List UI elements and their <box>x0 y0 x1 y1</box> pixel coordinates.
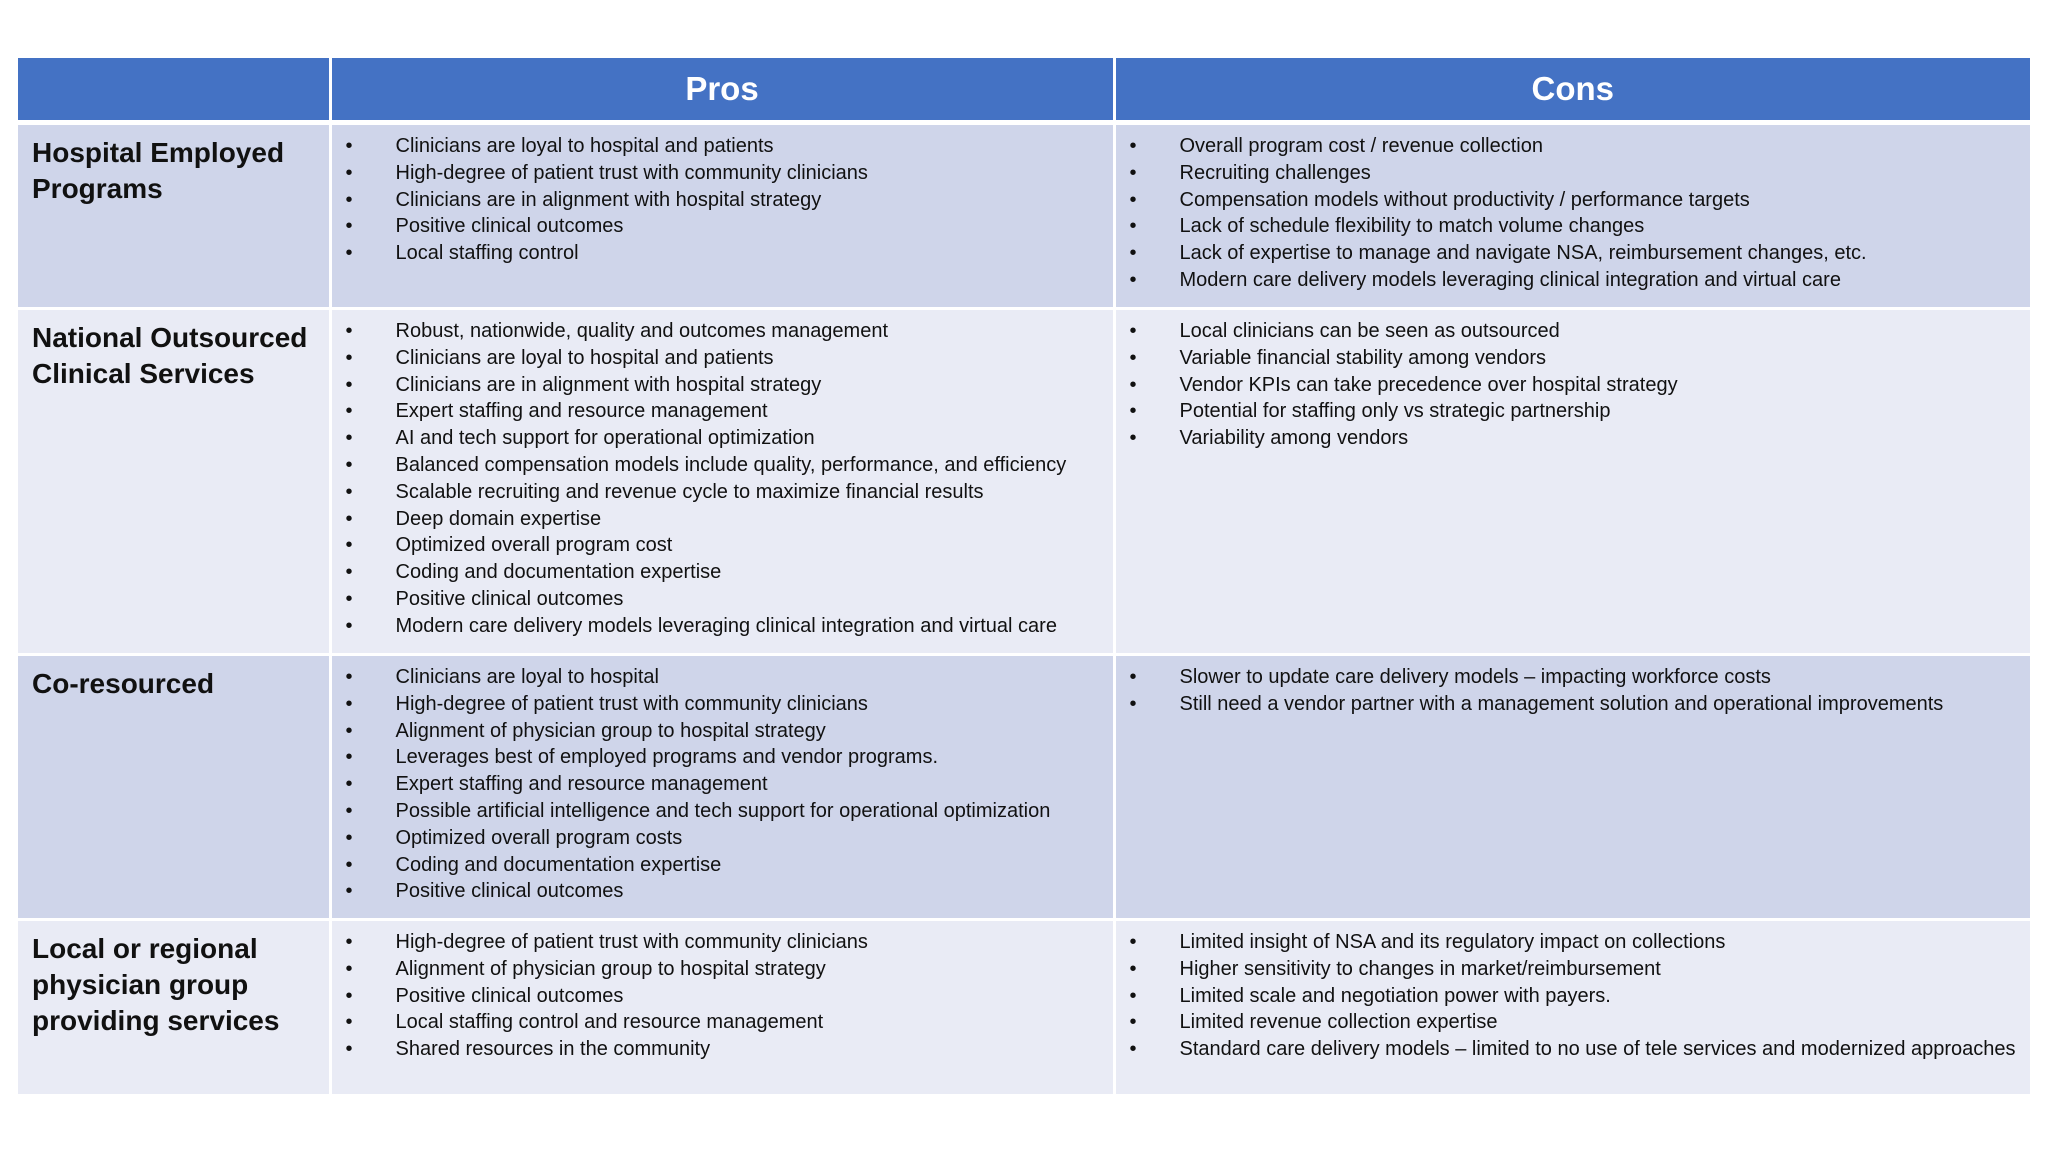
pros-item: • Local staffing control <box>346 240 1103 267</box>
pros-cell <box>330 123 1114 309</box>
cons-list <box>1116 125 2031 302</box>
pros-item: • High-degree of patient trust with community clinicians <box>346 160 1103 187</box>
pros-item: • Leverages best of employed programs and vendor programs. <box>346 744 1103 771</box>
row-label-cell <box>18 309 330 655</box>
pros-item: • High-degree of patient trust with community clinicians <box>346 691 1103 718</box>
table-body <box>18 123 2030 1096</box>
pros-item: • Clinicians are loyal to hospital and patients <box>346 345 1103 372</box>
cons-cell <box>1114 920 2030 1096</box>
pros-item: • Alignment of physician group to hospital strategy <box>346 956 1103 983</box>
table-row <box>18 123 2030 309</box>
cons-item: • Modern care delivery models leveraging clinical integration and virtual care <box>1130 267 2021 294</box>
pros-cell <box>330 920 1114 1096</box>
pros-item: • AI and tech support for operational optimization <box>346 425 1103 452</box>
pros-item: • Modern care delivery models leveraging clinical integration and virtual care <box>346 613 1103 640</box>
pros-cons-table <box>18 58 2030 1097</box>
cons-list <box>1116 310 2031 460</box>
pros-item: • Clinicians are loyal to hospital and patients <box>346 133 1103 160</box>
pros-item: • Robust, nationwide, quality and outcomes management <box>346 318 1103 345</box>
cons-item: • Higher sensitivity to changes in market/reimbursement <box>1130 956 2021 983</box>
pros-item: • Deep domain expertise <box>346 506 1103 533</box>
row-label-cell <box>18 123 330 309</box>
row-label: Hospital Employed Programs <box>32 137 285 204</box>
pros-item: • Coding and documentation expertise <box>346 852 1103 879</box>
pros-item: • Expert staffing and resource management <box>346 398 1103 425</box>
header-corner-cell <box>18 58 330 123</box>
pros-item: • Positive clinical outcomes <box>346 983 1103 1010</box>
pros-item: • Scalable recruiting and revenue cycle to maximize financial results <box>346 479 1103 506</box>
cons-item: • Still need a vendor partner with a management solution and operational improvements <box>1130 691 2021 718</box>
table-row <box>18 920 2030 1096</box>
cons-item: • Limited scale and negotiation power with payers. <box>1130 983 2021 1010</box>
cons-item: • Variability among vendors <box>1130 425 2021 452</box>
header-cons: Cons <box>1114 58 2030 123</box>
cons-item: • Potential for staffing only vs strategic partnership <box>1130 398 2021 425</box>
cons-item: • Recruiting challenges <box>1130 160 2021 187</box>
table-row <box>18 309 2030 655</box>
cons-cell <box>1114 123 2030 309</box>
row-label-cell <box>18 655 330 920</box>
pros-item: • Local staffing control and resource management <box>346 1009 1103 1036</box>
cons-list <box>1116 921 2031 1071</box>
cons-list <box>1116 656 2031 726</box>
pros-cell <box>330 309 1114 655</box>
pros-item: • High-degree of patient trust with community clinicians <box>346 929 1103 956</box>
pros-item: • Expert staffing and resource management <box>346 771 1103 798</box>
pros-item: • Shared resources in the community <box>346 1036 1103 1063</box>
cons-cell <box>1114 655 2030 920</box>
pros-list <box>332 656 1113 913</box>
cons-item: • Limited revenue collection expertise <box>1130 1009 2021 1036</box>
pros-list <box>332 921 1113 1071</box>
cons-item: • Vendor KPIs can take precedence over hospital strategy <box>1130 372 2021 399</box>
pros-item: • Positive clinical outcomes <box>346 878 1103 905</box>
row-label: Co-resourced <box>32 668 215 699</box>
pros-item: • Positive clinical outcomes <box>346 213 1103 240</box>
pros-item: • Positive clinical outcomes <box>346 586 1103 613</box>
cons-item: • Lack of expertise to manage and navigate NSA, reimbursement changes, etc. <box>1130 240 2021 267</box>
pros-item: • Optimized overall program costs <box>346 825 1103 852</box>
header-pros: Pros <box>330 58 1114 123</box>
pros-item: • Optimized overall program cost <box>346 532 1103 559</box>
pros-item: • Clinicians are in alignment with hospital strategy <box>346 187 1103 214</box>
pros-item: • Balanced compensation models include quality, performance, and efficiency <box>346 452 1103 479</box>
pros-item: • Clinicians are loyal to hospital <box>346 664 1103 691</box>
cons-item: • Lack of schedule flexibility to match volume changes <box>1130 213 2021 240</box>
cons-cell <box>1114 309 2030 655</box>
pros-item: • Possible artificial intelligence and tech support for operational optimization <box>346 798 1103 825</box>
pros-item: • Clinicians are in alignment with hospital strategy <box>346 372 1103 399</box>
cons-item: • Compensation models without productivity / performance targets <box>1130 187 2021 214</box>
cons-item: • Slower to update care delivery models – impacting workforce costs <box>1130 664 2021 691</box>
pros-item: • Alignment of physician group to hospital strategy <box>346 718 1103 745</box>
pros-list <box>332 125 1113 275</box>
pros-list <box>332 310 1113 648</box>
comparison-table-container <box>18 58 2030 1097</box>
pros-cell <box>330 655 1114 920</box>
row-label: Local or regional physician group providing services <box>32 933 280 1036</box>
row-label-cell <box>18 920 330 1096</box>
header-row <box>18 58 2030 123</box>
cons-item: • Limited insight of NSA and its regulatory impact on collections <box>1130 929 2021 956</box>
pros-item: • Coding and documentation expertise <box>346 559 1103 586</box>
cons-item: • Local clinicians can be seen as outsourced <box>1130 318 2021 345</box>
table-row <box>18 655 2030 920</box>
cons-item: • Overall program cost / revenue collection <box>1130 133 2021 160</box>
row-label: National Outsourced Clinical Services <box>32 322 308 389</box>
cons-item: • Variable financial stability among vendors <box>1130 345 2021 372</box>
cons-item: • Standard care delivery models – limited to no use of tele services and modernized approaches <box>1130 1036 2021 1063</box>
